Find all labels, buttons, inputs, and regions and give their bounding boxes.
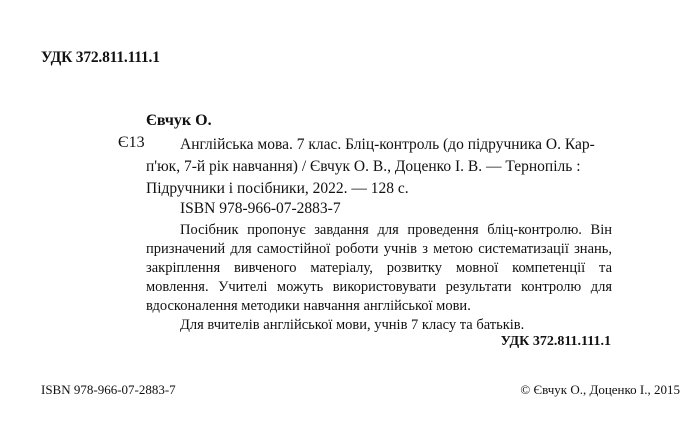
udk-classification-top: УДК 372.811.111.1 [41, 49, 160, 66]
udk-classification-bottom: УДК 372.811.111.1 [500, 334, 611, 349]
annotation-line: мовлення. Учителі можуть використовувати результати контролю для [146, 279, 612, 295]
author-heading: Євчук О. [146, 112, 212, 129]
biblio-line: п'юк, 7-й рік навчання) / Євчук О. В., Доценко І. В. — Тернопіль : [146, 158, 581, 175]
author-mark: Є13 [118, 134, 145, 151]
copyright-notice: © Євчук О., Доценко І., 2015 [520, 382, 680, 397]
target-audience: Для вчителів англійської мови, учнів 7 класу та батьків. [180, 317, 525, 333]
biblio-line: Підручники і посібники, 2022. — 128 с. [146, 180, 409, 197]
annotation-line: призначений для самостійної роботи учнів з метою систематизації знань, [146, 241, 612, 257]
bibliographic-record [146, 134, 612, 200]
annotation-line: закріплення вивченого матеріалу, розвитку мовної компетенції та [146, 260, 612, 276]
annotation [146, 221, 612, 316]
isbn-record: ISBN 978-966-07-2883-7 [180, 200, 341, 217]
footer-isbn: ISBN 978-966-07-2883-7 [41, 382, 176, 397]
biblio-line: Англійська мова. 7 клас. Бліц-контроль (до підручника О. Кар- [180, 136, 595, 153]
annotation-line: вдосконалення методики навчання англійської мови. [146, 298, 471, 314]
annotation-line: Посібник пропонує завдання для проведення бліц-контролю. Він [180, 222, 612, 238]
